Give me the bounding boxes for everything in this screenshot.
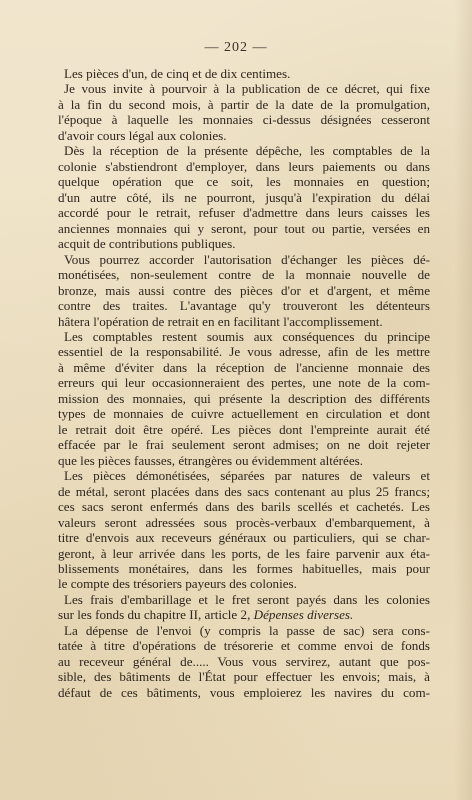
text-line: colonie s'abstiendront d'employer, dans leurs paiements ou dans [58, 158, 430, 174]
body-text [58, 66, 430, 700]
text-line: contre des traites. L'avantage qu'y trouveront les détenteurs [58, 298, 430, 314]
text-line: Les pièces démonétisées, séparées par natures de valeurs et [64, 468, 430, 484]
text-line: quelque opération que ce soit, les monnaies en question; [58, 174, 430, 190]
page-number: — 202 — [204, 40, 268, 55]
text-line: accordé pour le retrait, refuser d'admettre dans leurs caisses les [58, 205, 430, 221]
text-line: de métal, seront placées dans des sacs contenant au plus 25 francs; [58, 483, 430, 499]
text-line: Les comptables restent soumis aux conséquences du principe [64, 328, 430, 344]
text-line: à la fin du second mois, à partir de la date de la promulgation, [58, 96, 430, 112]
text-line: Les pièces d'un, de cinq et de dix centimes. [64, 66, 291, 81]
text-line: le compte des trésoriers payeurs des colonies. [58, 576, 297, 592]
text-line: monétisées, non-seulement contre de la monnaie nouvelle de [58, 267, 430, 283]
text-line: le retrait doit être opéré. Les pièces dont l'empreinte aurait été [58, 421, 430, 437]
text-line: effacée par le frai seulement seront admises; on ne doit rejeter [58, 437, 430, 453]
text-line: La dépense de l'envoi (y compris la passe de sac) sera cons- [64, 622, 430, 638]
text-line: l'époque à laquelle les monnaies ci-dessus désignées cesseront [58, 112, 430, 128]
text-line: tatée à titre d'opérations de trésorerie et comme envoi de fonds [58, 638, 430, 654]
text-line: acquit de contributions publiques. [58, 236, 236, 252]
text-line: d'avoir cours légal aux colonies. [58, 127, 227, 143]
text-line: blissements monétaires, dans les formes habituelles, mais pour [58, 561, 430, 576]
text-line: ces sacs seront enfermés dans des barils scellés et cachetés. Les [58, 499, 430, 515]
text-line: erreurs qui leur occasionneraient des pertes, une note de la com- [58, 375, 430, 391]
text-line: au receveur général de..... Vous vous servirez, autant que pos- [58, 653, 430, 669]
text-line: que les pièces fausses, étrangères ou évidemment altérées. [58, 452, 364, 468]
text-line: Vous pourrez accorder l'autorisation d'échanger les pièces dé- [64, 251, 430, 267]
text-line: sible, des bâtiments de l'État pour effectuer les envois; mais, à [58, 669, 430, 685]
italic-text: Dépenses diverses. [253, 607, 354, 623]
text-line: d'un autre côté, ils ne pourront, jusqu'à l'expiration du délai [58, 189, 430, 205]
text-line: valeurs seront adressées sous procès-verbaux d'embarquement, à [58, 514, 430, 530]
text-line: Je vous invite à pourvoir à la publication de ce décret, qui fixe [64, 81, 430, 97]
text-line: anciennes monnaies qui y seront, pour tout ou partie, versées en [58, 220, 430, 236]
text-line: à même d'éviter dans la réception de l'ancienne monnaie des [58, 359, 430, 375]
text-line: Les frais d'embarillage et le fret seront payés dans les colonies [64, 591, 430, 607]
text-line: mission des monnaies, qui présente la description des différents [58, 390, 430, 406]
text-line: sur les fonds du chapitre II, article 2, Dépenses diverses. [58, 607, 354, 623]
text-line: types de monnaies de cuivre actuellement en circulation et dont [58, 406, 430, 422]
text-line: bronze, mais aussi contre des pièces d'or et d'argent, et même [58, 282, 430, 298]
text-line: défaut de ces bâtiments, vous emploierez les navires du com- [58, 684, 430, 700]
text-line: titre d'envois aux receveurs généraux ou particuliers, qui se char- [58, 530, 430, 546]
text-line: geront, à leur arrivée dans les ports, de les faire parvenir aux éta- [58, 545, 430, 561]
page-edge-shadow [454, 0, 472, 800]
text-line: hâtera l'opération de retrait en en facilitant l'accomplissement. [58, 313, 383, 329]
text-line: Dès la réception de la présente dépêche, les comptables de la [64, 143, 430, 159]
text-line: essentiel de la responsabilité. Je vous adresse, afin de les mettre [58, 344, 430, 360]
